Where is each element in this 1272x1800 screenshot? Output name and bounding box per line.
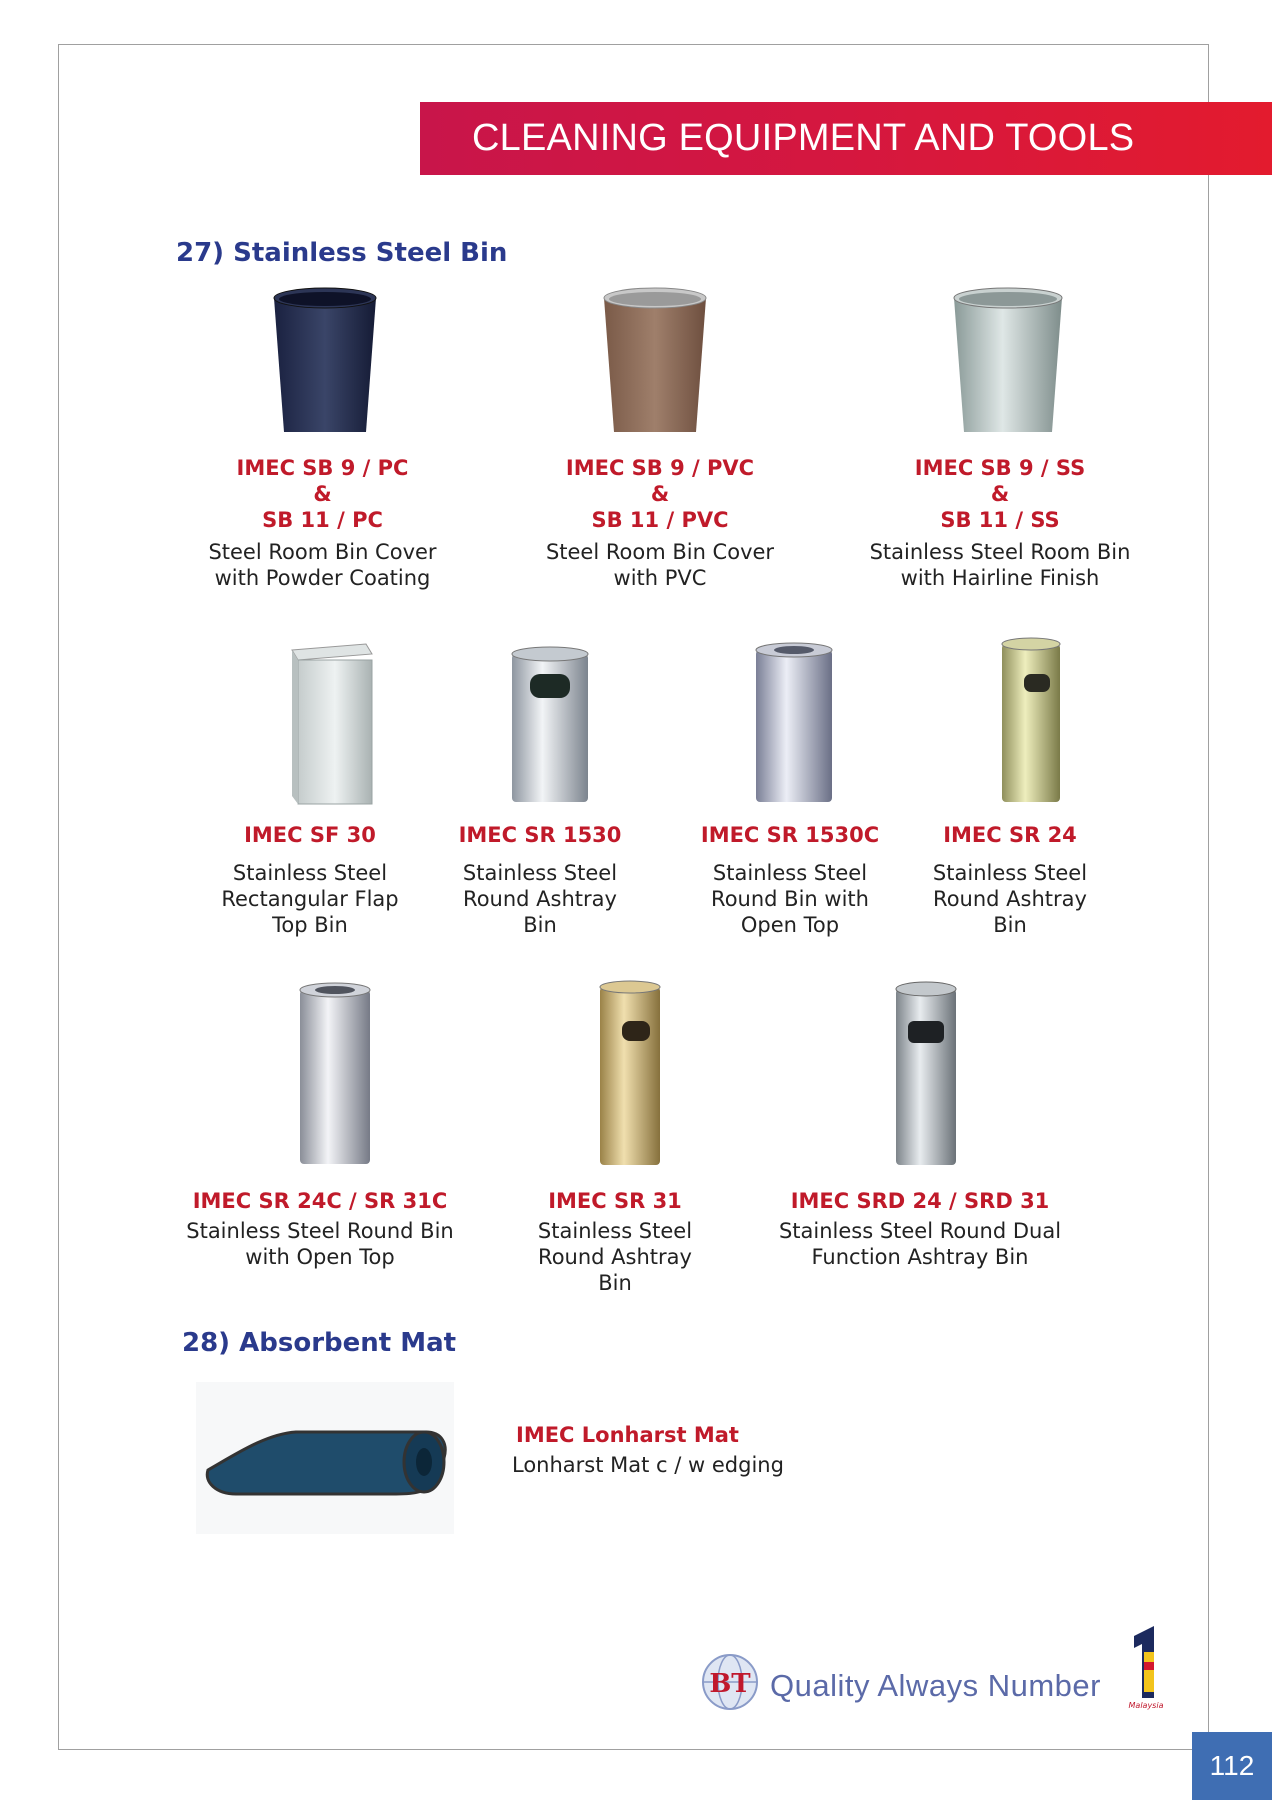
product-code: IMEC SB 9 / SS & SB 11 / SS [914, 456, 1086, 532]
page-number: 112 [1192, 1732, 1272, 1800]
section-title-absorbent-mat: 28) Absorbent Mat [182, 1328, 457, 1358]
company-globe-logo [696, 1652, 766, 1712]
product-sb9-pvc [510, 455, 810, 591]
product-image-lonharst-mat [196, 1382, 454, 1534]
product-sr24c [170, 1188, 470, 1270]
product-sb9-ss [855, 455, 1145, 591]
product-image-sf30 [282, 640, 378, 806]
product-code: IMEC SB 9 / PC & SB 11 / PC [236, 456, 409, 532]
product-sf30 [200, 822, 420, 938]
product-sr1530 [430, 822, 650, 938]
product-description: Stainless Steel Round Dual Function Ashtray Bin [778, 1219, 1062, 1269]
product-image-sb9-pvc [600, 286, 710, 436]
product-code: IMEC SR 24C / SR 31C [192, 1189, 448, 1213]
product-code: IMEC SR 1530C [700, 823, 880, 847]
product-description: Lonharst Mat c / w edging [512, 1453, 784, 1477]
product-image-sr24c [292, 978, 378, 1168]
product-description: Steel Room Bin Cover with PVC [545, 540, 775, 590]
product-lonharst-mat [512, 1422, 832, 1478]
product-description: Stainless Steel Round Ashtray Bin [932, 861, 1088, 937]
product-description: Stainless Steel Round Ashtray Bin [462, 861, 618, 937]
product-code: IMEC SRD 24 / SRD 31 [790, 1189, 1050, 1213]
product-image-sr24 [996, 634, 1066, 806]
product-image-sb9-ss [950, 286, 1066, 436]
company-logo-text: BT [709, 1669, 751, 1699]
product-sr1530c [680, 822, 900, 938]
product-image-sr1530 [508, 644, 592, 806]
product-image-srd24 [886, 975, 966, 1168]
product-sb9-pc [180, 455, 465, 591]
product-code: IMEC Lonharst Mat [516, 1423, 739, 1447]
footer-tagline: Quality Always Number [770, 1668, 1101, 1703]
malaysia-badge-text: Malaysia [1128, 1701, 1164, 1710]
product-description: Stainless Steel Rectangular Flap Top Bin [221, 861, 399, 937]
product-description: Stainless Steel Room Bin with Hairline Finish [869, 540, 1131, 590]
product-code: IMEC SR 24 [943, 823, 1077, 847]
product-description: Stainless Steel Round Bin with Open Top [711, 861, 869, 937]
product-sr24 [900, 822, 1120, 938]
product-code: IMEC SR 1530 [458, 823, 622, 847]
product-code: IMEC SB 9 / PVC & SB 11 / PVC [565, 456, 755, 532]
product-image-sr1530c [752, 640, 836, 806]
product-code: IMEC SR 31 [548, 1189, 682, 1213]
product-sr31 [505, 1188, 725, 1296]
malaysia-number-one-logo [1120, 1622, 1170, 1712]
product-description: Steel Room Bin Cover with Powder Coating [208, 540, 437, 590]
product-description: Stainless Steel Round Bin with Open Top [186, 1219, 454, 1269]
product-srd24 [755, 1188, 1085, 1270]
product-image-sb9-pc [270, 286, 380, 436]
page-header-banner: CLEANING EQUIPMENT AND TOOLS [420, 102, 1272, 175]
product-image-sr31 [590, 975, 670, 1168]
product-description: Stainless Steel Round Ashtray Bin [537, 1219, 693, 1295]
product-code: IMEC SF 30 [244, 823, 376, 847]
section-title-stainless-steel-bin: 27) Stainless Steel Bin [176, 238, 508, 268]
